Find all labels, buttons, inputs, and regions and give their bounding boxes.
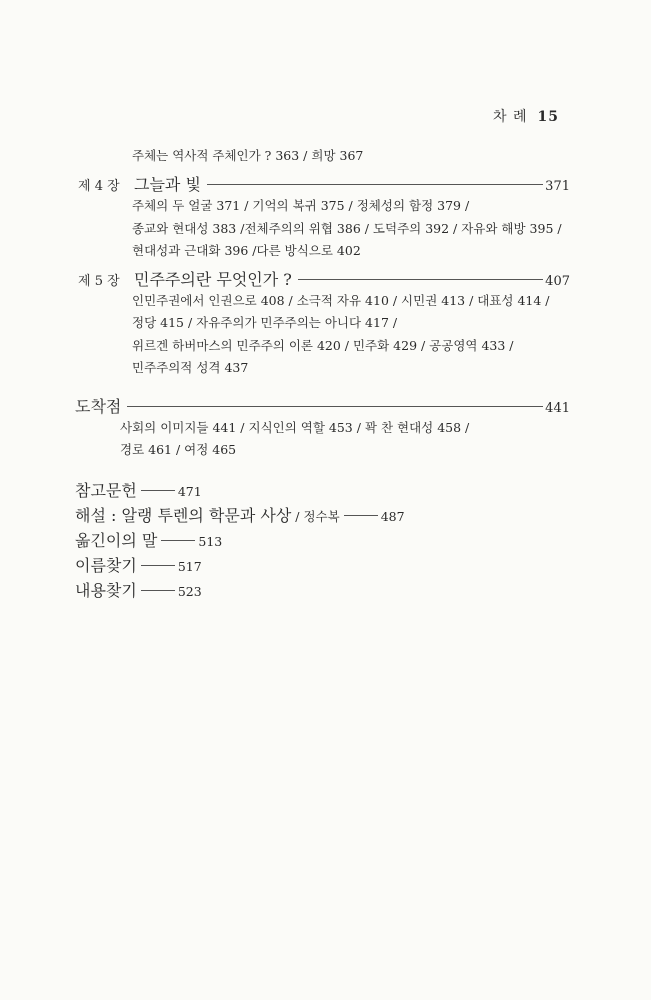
entry-author: / 정수복 <box>295 509 340 524</box>
back-matter-entry <box>75 478 202 501</box>
entry-page: 523 <box>177 584 202 599</box>
toc-entry-line: 위르겐 하버마스의 민주주의 이론 420 / 민주화 429 / 공공영역 433 / <box>132 338 514 353</box>
page-header <box>493 106 559 126</box>
toc-entry-line: 주체의 두 얼굴 371 / 기억의 복귀 375 / 정체성의 함정 379 / <box>132 198 470 213</box>
toc-entry-line: 경로 461 / 여정 465 <box>120 442 237 457</box>
toc-entry-line: 현대성과 근대화 396 /다른 방식으로 402 <box>132 243 361 258</box>
leader-line <box>141 565 175 566</box>
conclusion-title: 도착점 <box>75 397 122 416</box>
chapter-4-heading <box>78 172 570 195</box>
leader-line <box>141 590 175 591</box>
leader-line <box>207 184 543 185</box>
entry-title: 참고문헌 <box>75 481 137 500</box>
chapter-label: 제 4 장 <box>78 179 120 194</box>
entry-page: 513 <box>198 534 223 549</box>
entry-title: 이름찾기 <box>75 556 137 575</box>
entry-page: 487 <box>380 509 405 524</box>
leader-line <box>298 279 543 280</box>
chapter-5-heading <box>78 267 570 290</box>
toc-entry-line: 민주주의적 성격 437 <box>132 360 249 375</box>
header-page-number: 15 <box>537 109 559 125</box>
back-matter-entry <box>75 528 222 551</box>
chapter-page: 371 <box>545 179 570 194</box>
leader-line <box>344 515 378 516</box>
toc-entry-line: 인민주권에서 인권으로 408 / 소극적 자유 410 / 시민권 413 / 대표성 414 / <box>132 293 550 308</box>
leader-line <box>141 490 175 491</box>
chapter-title: 민주주의란 무엇인가 ? <box>134 270 292 289</box>
toc-entry-line: 사회의 이미지들 441 / 지식인의 역할 453 / 꽉 찬 현대성 458 / <box>120 420 470 435</box>
entry-title: 해설 : 알랭 투렌의 학문과 사상 <box>75 506 292 525</box>
chapter-label: 제 5 장 <box>78 274 120 289</box>
entry-page: 471 <box>177 484 202 499</box>
toc-entry-line: 주체는 역사적 주체인가 ? 363 / 희망 367 <box>132 148 364 163</box>
toc-entry-line: 종교와 현대성 383 /전체주의의 위협 386 / 도덕주의 392 / 자유와 해방 395 / <box>132 221 562 236</box>
back-matter-entry <box>75 553 202 576</box>
entry-title: 내용찾기 <box>75 581 137 600</box>
chapter-title: 그늘과 빛 <box>134 175 201 194</box>
leader-line <box>161 540 195 541</box>
toc-entry-line: 정당 415 / 자유주의가 민주주의는 아니다 417 / <box>132 315 398 330</box>
conclusion-page: 441 <box>545 401 570 416</box>
back-matter-entry <box>75 503 405 526</box>
chapter-page: 407 <box>545 274 570 289</box>
header-label: 차 례 <box>493 109 528 125</box>
conclusion-heading <box>75 394 570 417</box>
entry-page: 517 <box>177 559 202 574</box>
leader-line <box>127 406 543 407</box>
back-matter-entry <box>75 578 202 601</box>
entry-title: 옮긴이의 말 <box>75 531 158 550</box>
